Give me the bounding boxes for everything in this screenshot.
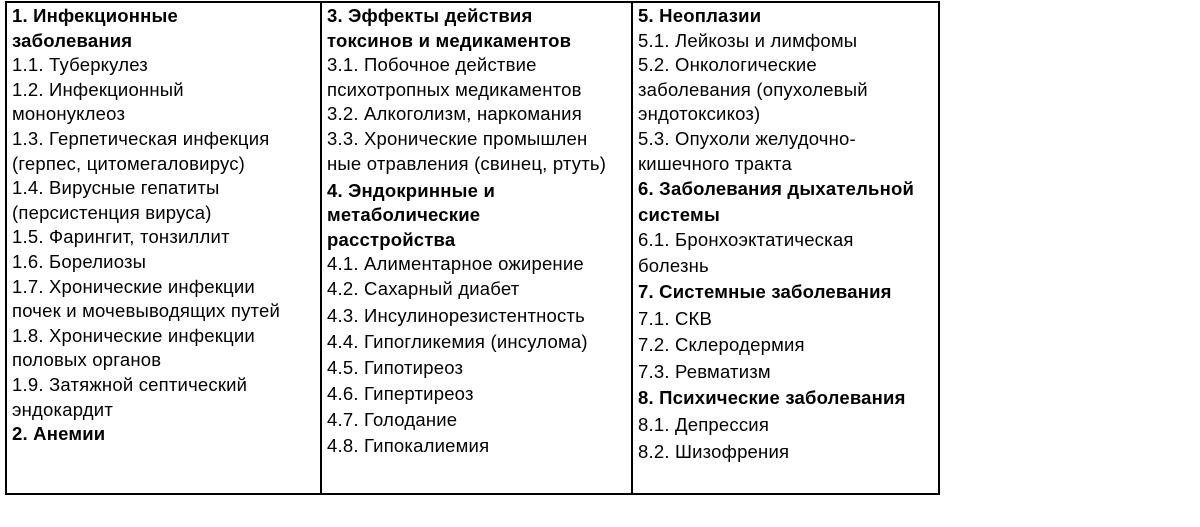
list-item: 4.5. Гипотиреоз [327,356,464,378]
list-item: мононуклеоз [12,103,126,125]
list-item: 5.3. Опухоли желудочно- [638,127,856,149]
section-heading: токсинов и медикаментов [327,29,572,51]
section-heading: 6. Заболевания дыхательной [638,178,915,200]
list-item: 4.8. Гипокалиемия [327,435,490,457]
table-column-3 [631,3,938,493]
list-item: 8.1. Депрессия [638,414,770,435]
list-item: 1.3. Герпетическая инфекция [12,127,270,149]
list-item: половых органов [12,349,162,371]
section-heading: 4. Эндокринные и [327,179,496,201]
section-heading: заболевания [12,29,133,51]
list-item: заболевания (опухолевый [638,78,868,100]
table-column-1 [7,3,320,493]
list-item: 4.1. Алиментарное ожирение [327,253,584,275]
list-item: 4.4. Гипогликемия (инсулома) [327,330,588,352]
section-heading: системы [638,203,720,225]
section-heading: 3. Эффекты действия [327,5,533,26]
list-item: болезнь [638,254,709,276]
list-item: 1.6. Борелиозы [12,250,147,272]
list-item: почек и мочевыводящих путей [12,300,281,322]
list-item: 7.1. СКВ [638,307,713,329]
list-item: 3.3. Хронические промышлен [327,127,588,149]
list-item: 3.1. Побочное действие [327,54,537,76]
list-item: 6.1. Бронхоэктатическая [638,229,854,251]
section-heading: 2. Анемии [12,423,106,445]
list-item: (герпес, цитомегаловирус) [12,152,246,174]
list-item: 4.3. Инсулинорезистентность [327,304,585,326]
list-item: 5.1. Лейкозы и лимфомы [638,29,858,51]
list-item: кишечного тракта [638,152,792,174]
disease-table [5,1,940,495]
list-item: 8.2. Шизофрения [638,440,790,462]
list-item: ные отравления (свинец, ртуть) [327,152,607,174]
list-item: 1.9. Затяжной септический [12,373,248,395]
section-heading: метаболические [327,204,481,226]
list-item: 1.5. Фарингит, тонзиллит [12,226,230,248]
list-item: 4.6. Гипертиреоз [327,382,474,404]
list-item: психотропных медикаментов [327,78,582,100]
list-item: 7.3. Ревматизм [638,360,771,382]
list-item: 4.7. Голодание [327,409,458,430]
list-item: 1.4. Вирусные гепатиты [12,177,220,199]
list-item: 4.2. Сахарный диабет [327,278,520,300]
section-heading: 7. Системные заболевания [638,281,892,303]
table-column-2 [320,3,631,493]
list-item: 5.2. Онкологические [638,54,817,76]
list-item: 7.2. Склеродермия [638,334,805,356]
list-item: 3.2. Алкоголизм, наркомания [327,103,582,125]
list-item: 1.7. Хронические инфекции [12,275,255,297]
list-item: (персистенция вируса) [12,201,212,223]
section-heading: 8. Психические заболевания [638,387,906,409]
list-item: 1.1. Туберкулез [12,54,148,76]
list-item: 1.8. Хронические инфекции [12,324,255,346]
list-item: эндокардит [12,398,113,420]
section-heading: 5. Неоплазии [638,5,762,26]
section-heading: 1. Инфекционные [12,5,179,26]
list-item: эндотоксикоз) [638,103,761,125]
section-heading: расстройства [327,228,456,250]
list-item: 1.2. Инфекционный [12,78,184,100]
